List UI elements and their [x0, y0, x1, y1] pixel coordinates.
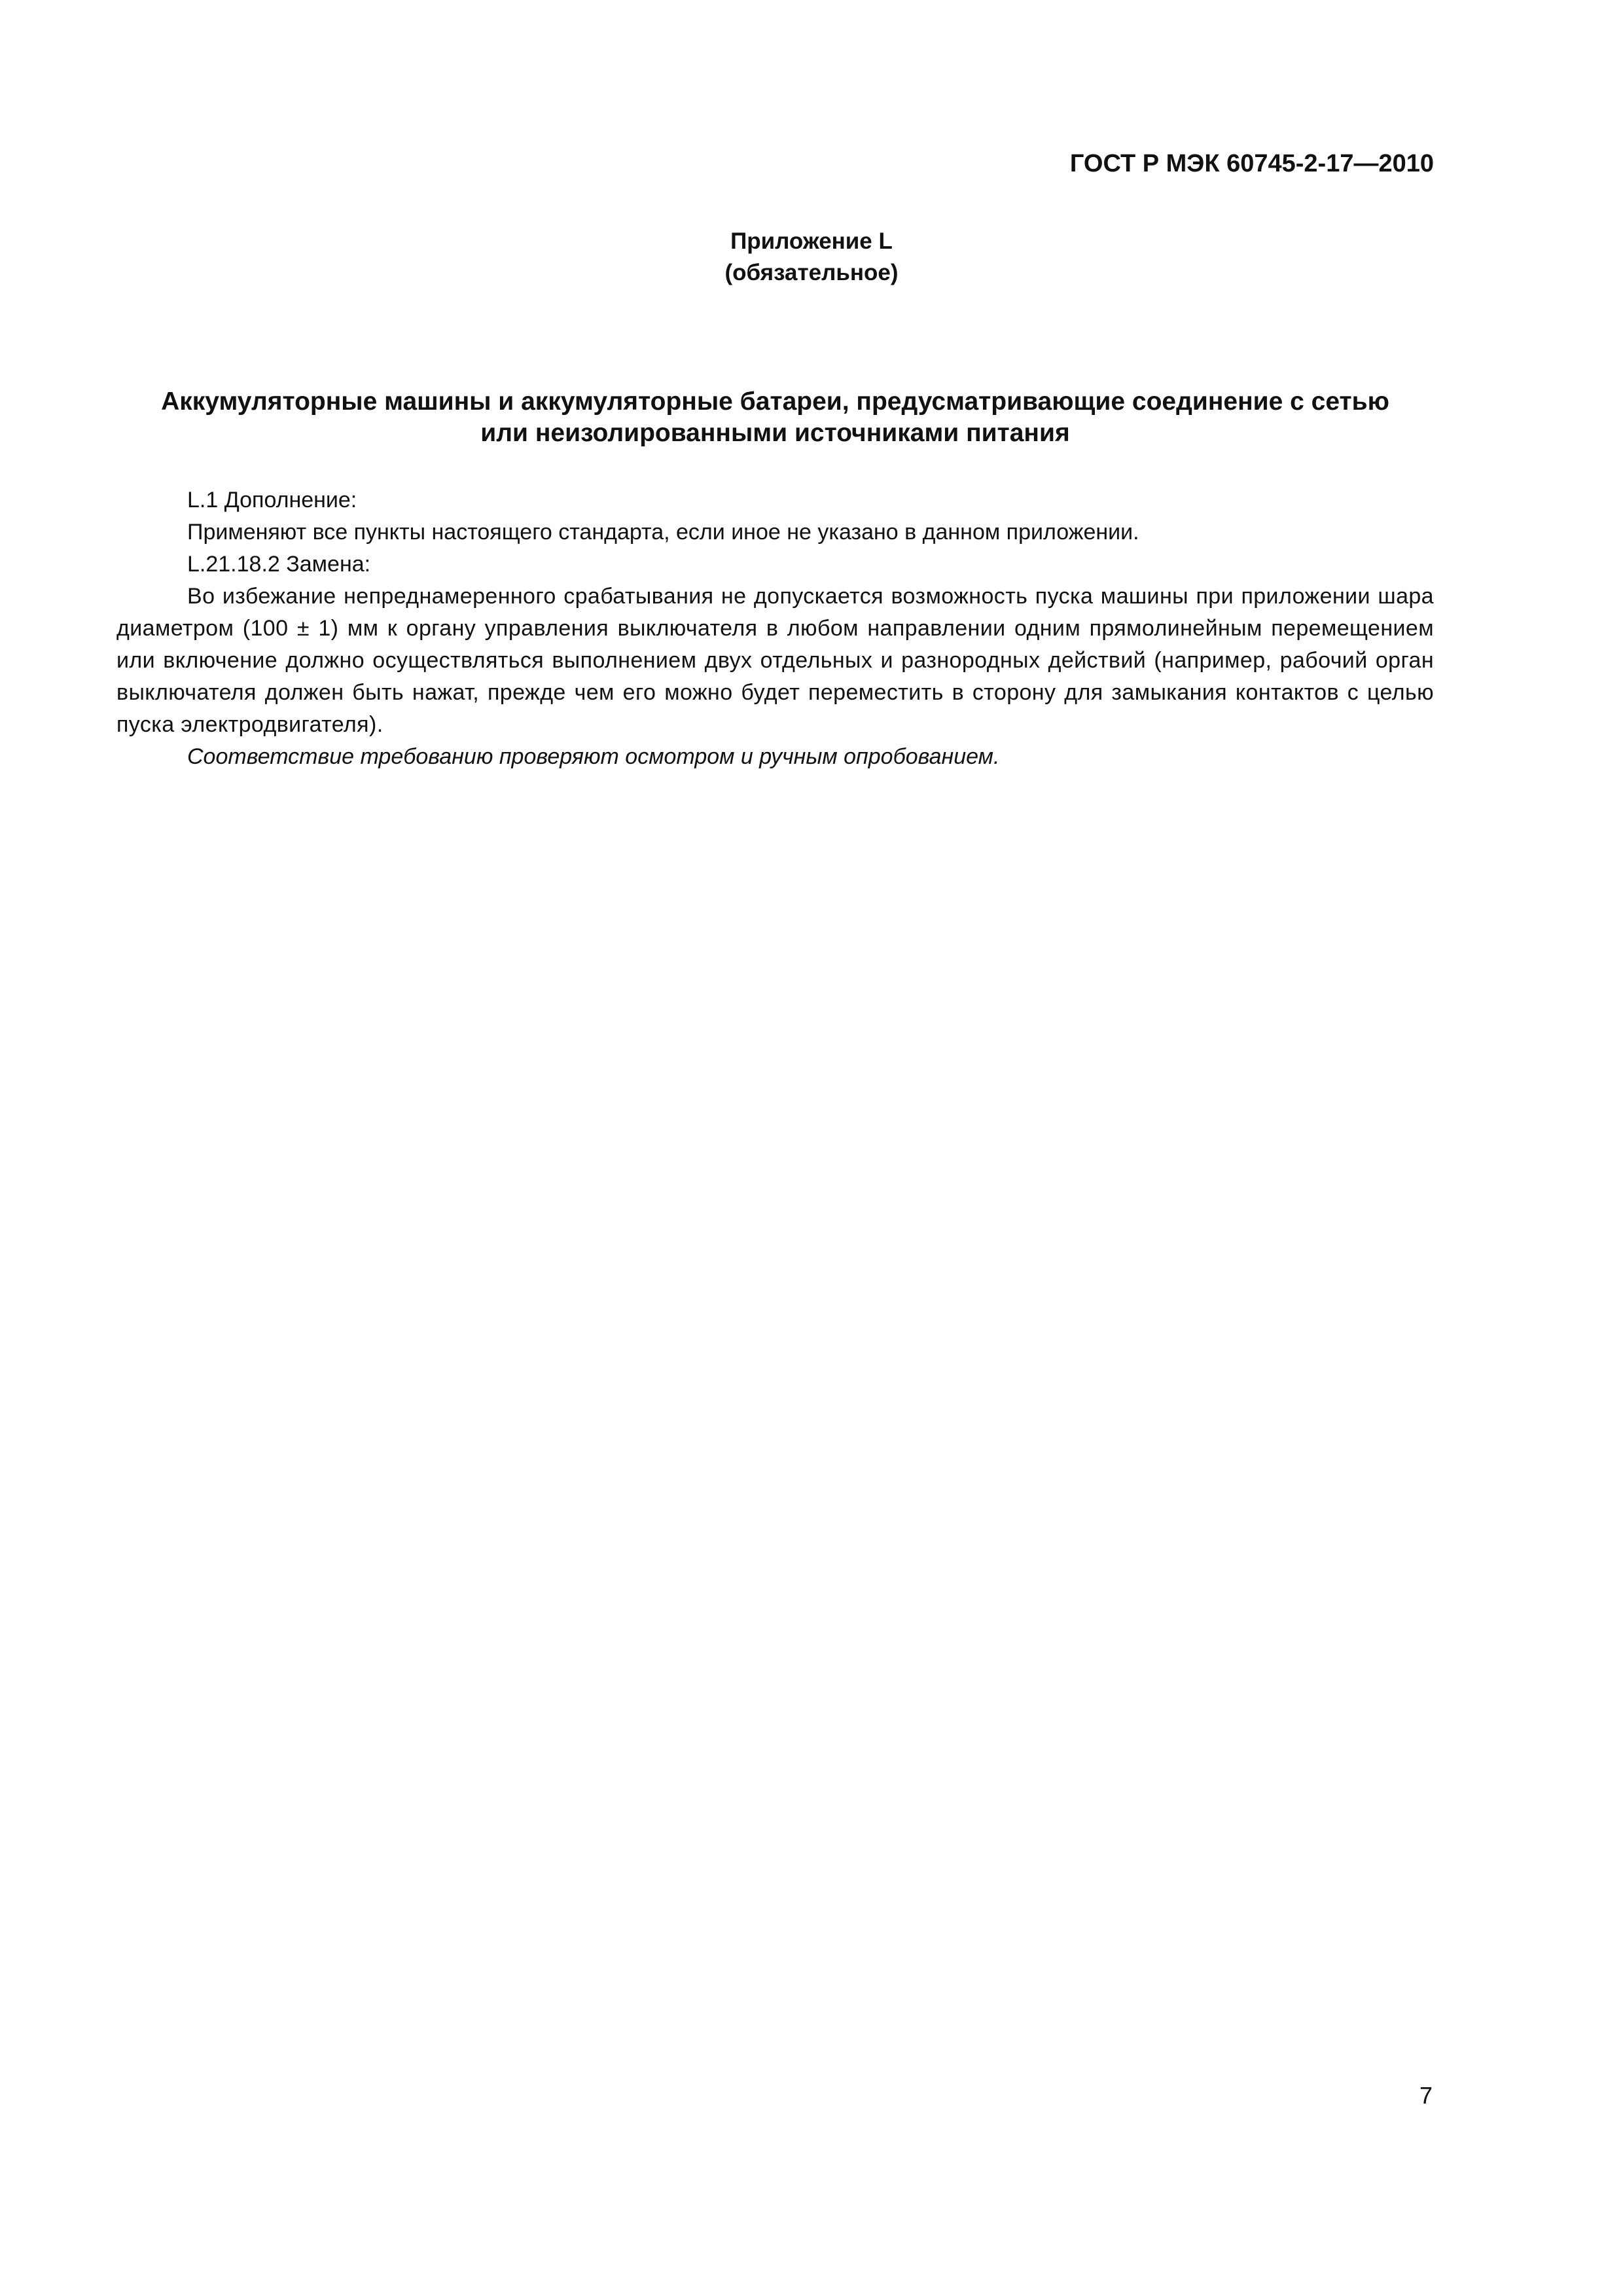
annex-title: [116, 386, 1434, 449]
annex-header: [0, 226, 1623, 289]
clause-l21-heading: L.21.18.2 Замена:: [187, 552, 371, 577]
annex-title-line-2: или неизолированными источниками питания: [480, 419, 1070, 447]
clause-l1-text: Применяют все пункты настоящего стандарта, если иное не указано в данном приложении.: [187, 520, 1139, 545]
page-number: 7: [1419, 2082, 1433, 2109]
annex-label: Приложение L: [730, 228, 893, 254]
clause-l21-text: Во избежание непреднамеренного срабатывания не допускается возможность пуска машины при приложении шара диаметром (100 ± 1) мм к органу управления выключателя в любом направлении одним прямолинейным перемещением или включение должно осуществляться выполнением двух отдельных и разнородных действий (например, рабочий орган выключателя должен быть нажат, прежде чем его можно будет переместить в сторону для замыкания контактов с целью пуска электродвигателя).: [116, 584, 1434, 737]
annex-body: [116, 484, 1434, 773]
compliance-check-text: Соответствие требованию проверяют осмотром и ручным опробованием.: [187, 744, 1000, 769]
annex-title-line-1: Аккумуляторные машины и аккумуляторные батареи, предусматривающие соединение с сетью: [161, 387, 1389, 416]
clause-l1-heading: L.1 Дополнение:: [187, 488, 357, 512]
annex-status: (обязательное): [724, 260, 899, 285]
standard-code: ГОСТ Р МЭК 60745-2-17—2010: [1069, 150, 1434, 177]
